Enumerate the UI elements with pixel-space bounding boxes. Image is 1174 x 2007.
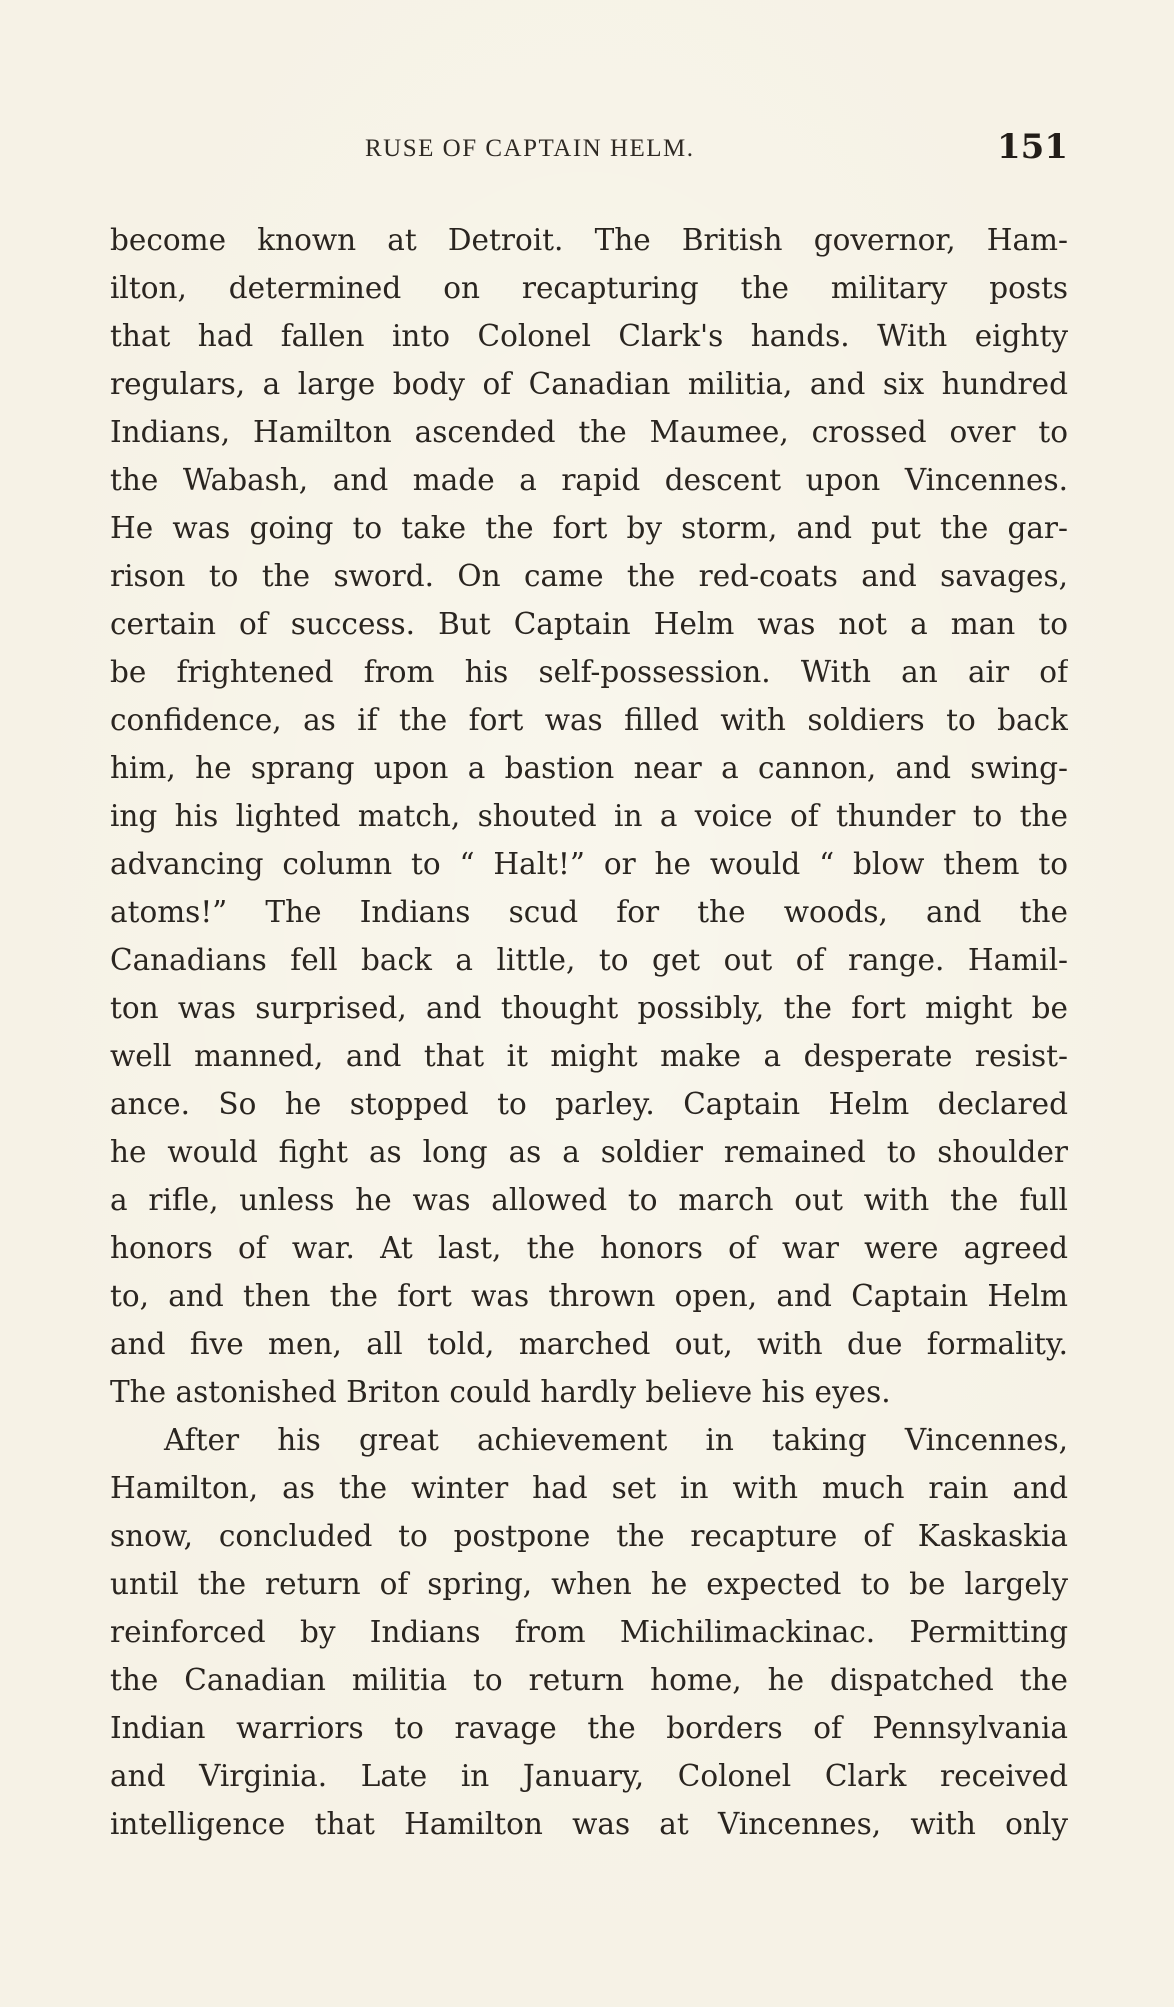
text-line: and five men, all told, marched out, with due formality. — [110, 1327, 1068, 1361]
text-line: ing his lighted match, shouted in a voice of thunder to the — [110, 799, 1068, 833]
running-title: RUSE OF CAPTAIN HELM. — [365, 135, 695, 162]
text-line: atoms!” The Indians scud for the woods, and the — [110, 895, 1068, 929]
text-line: the Canadian militia to return home, he dispatched the — [110, 1663, 1068, 1697]
body-text — [110, 216, 1068, 1848]
text-line: advancing column to “ Halt!” or he would “ blow them to — [110, 847, 1068, 881]
text-line: honors of war. At last, the honors of war were agreed — [110, 1231, 1068, 1265]
text-line: a rifle, unless he was allowed to march out with the full — [110, 1183, 1068, 1217]
text-line: Indian warriors to ravage the borders of Pennsylvania — [110, 1711, 1068, 1745]
text-line: ance. So he stopped to parley. Captain Helm declared — [110, 1087, 1068, 1121]
text-line: become known at Detroit. The British governor, Ham- — [110, 223, 1068, 257]
text-line: until the return of spring, when he expected to be largely — [110, 1567, 1068, 1601]
text-line: He was going to take the fort by storm, and put the gar- — [110, 511, 1068, 545]
text-line: Canadians fell back a little, to get out of range. Hamil- — [110, 943, 1068, 977]
text-line: After his great achievement in taking Vincennes, — [164, 1423, 1068, 1457]
text-line: snow, concluded to postpone the recapture of Kaskaskia — [110, 1519, 1068, 1553]
text-line: and Virginia. Late in January, Colonel Clark received — [110, 1759, 1068, 1793]
text-line: well manned, and that it might make a desperate resist- — [110, 1039, 1068, 1073]
text-line: The astonished Briton could hardly believe his eyes. — [110, 1375, 891, 1409]
running-head — [110, 127, 1068, 171]
text-line: him, he sprang upon a bastion near a cannon, and swing- — [110, 751, 1068, 785]
paragraph — [110, 216, 1068, 1416]
text-line: ilton, determined on recapturing the military posts — [110, 271, 1068, 305]
text-line: the Wabash, and made a rapid descent upon Vincennes. — [110, 463, 1068, 497]
text-line: intelligence that Hamilton was at Vincennes, with only — [110, 1807, 1068, 1841]
text-line: Indians, Hamilton ascended the Maumee, crossed over to — [110, 415, 1068, 449]
text-line: rison to the sword. On came the red-coats and savages, — [110, 559, 1068, 593]
text-line: to, and then the fort was thrown open, and Captain Helm — [110, 1279, 1068, 1313]
text-line: that had fallen into Colonel Clark's hands. With eighty — [110, 319, 1068, 353]
text-line: be frightened from his self-possession. With an air of — [110, 655, 1068, 689]
text-line: Hamilton, as the winter had set in with much rain and — [110, 1471, 1068, 1505]
text-line: reinforced by Indians from Michilimackinac. Permitting — [110, 1615, 1068, 1649]
text-line: ton was surprised, and thought possibly, the fort might be — [110, 991, 1068, 1025]
text-line: regulars, a large body of Canadian militia, and six hundred — [110, 367, 1068, 401]
text-line: certain of success. But Captain Helm was not a man to — [110, 607, 1068, 641]
text-line: he would fight as long as a soldier remained to shoulder — [110, 1135, 1068, 1169]
page-number: 151 — [997, 127, 1068, 167]
paragraph — [110, 1416, 1068, 1848]
text-line: confidence, as if the fort was filled with soldiers to back — [110, 703, 1068, 737]
